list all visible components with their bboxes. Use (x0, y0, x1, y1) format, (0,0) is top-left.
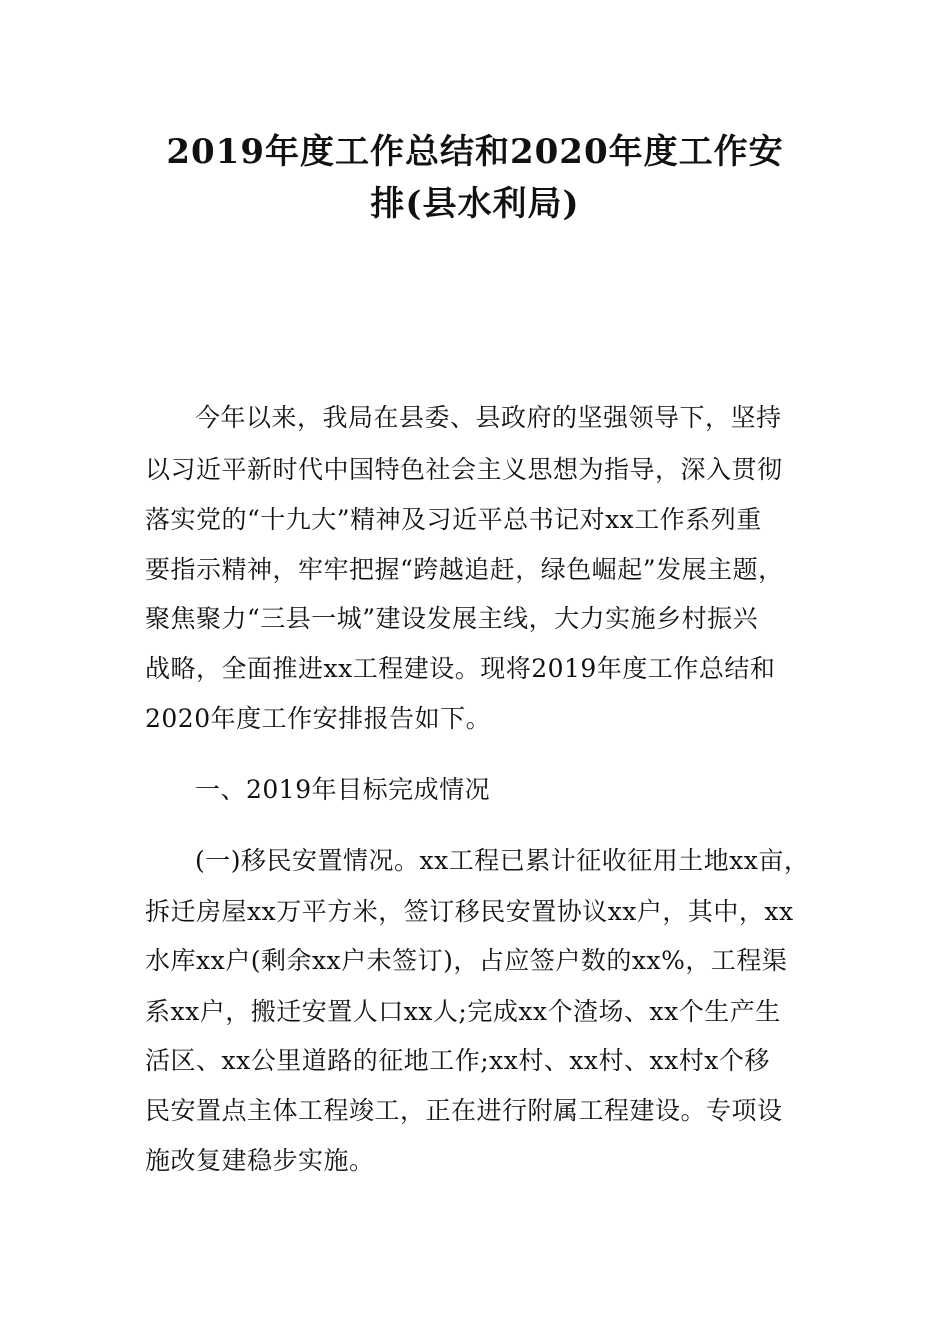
paragraph-line: 今年以来，我局在县委、县政府的坚强领导下，坚持 (195, 403, 782, 432)
paragraph-line: 要指示精神，牢牢把握“跨越追赶，绿色崛起”发展主题， (145, 555, 784, 584)
paragraph-line: 民安置点主体工程竣工，正在进行附属工程建设。专项设 (145, 1096, 783, 1125)
paragraph-line: 聚焦聚力“三县一城”建设发展主线，大力实施乡村振兴 (145, 604, 759, 633)
paragraph-line: 2020年度工作安排报告如下。 (145, 704, 492, 733)
document-title-line-2: 排(县水利局) (370, 184, 580, 224)
paragraph-line: (一)移民安置情况。xx工程已累计征收征用土地xx亩， (195, 846, 810, 875)
paragraph-line: 战略，全面推进xx工程建设。现将2019年度工作总结和 (145, 654, 776, 683)
paragraph-line: 活区、xx公里道路的征地工作;xx村、xx村、xx村x个移 (145, 1046, 770, 1075)
paragraph-line: 系xx户，搬迁安置人口xx人;完成xx个渣场、xx个生产生 (145, 997, 781, 1026)
paragraph-line: 施改复建稳步实施。 (145, 1146, 375, 1175)
paragraph-line: 以习近平新时代中国特色社会主义思想为指导，深入贯彻 (145, 455, 783, 484)
document-title-line-1: 2019年度工作总结和2020年度工作安 (166, 132, 784, 172)
paragraph-line: 水库xx户(剩余xx户未签订)，占应签户数的xx%，工程渠 (145, 946, 788, 975)
section-heading: 一、2019年目标完成情况 (195, 775, 491, 804)
paragraph-line: 落实党的“十九大”精神及习近平总书记对xx工作系列重 (145, 505, 762, 534)
paragraph-line: 拆迁房屋xx万平方米，签订移民安置协议xx户，其中，xx (145, 897, 794, 926)
